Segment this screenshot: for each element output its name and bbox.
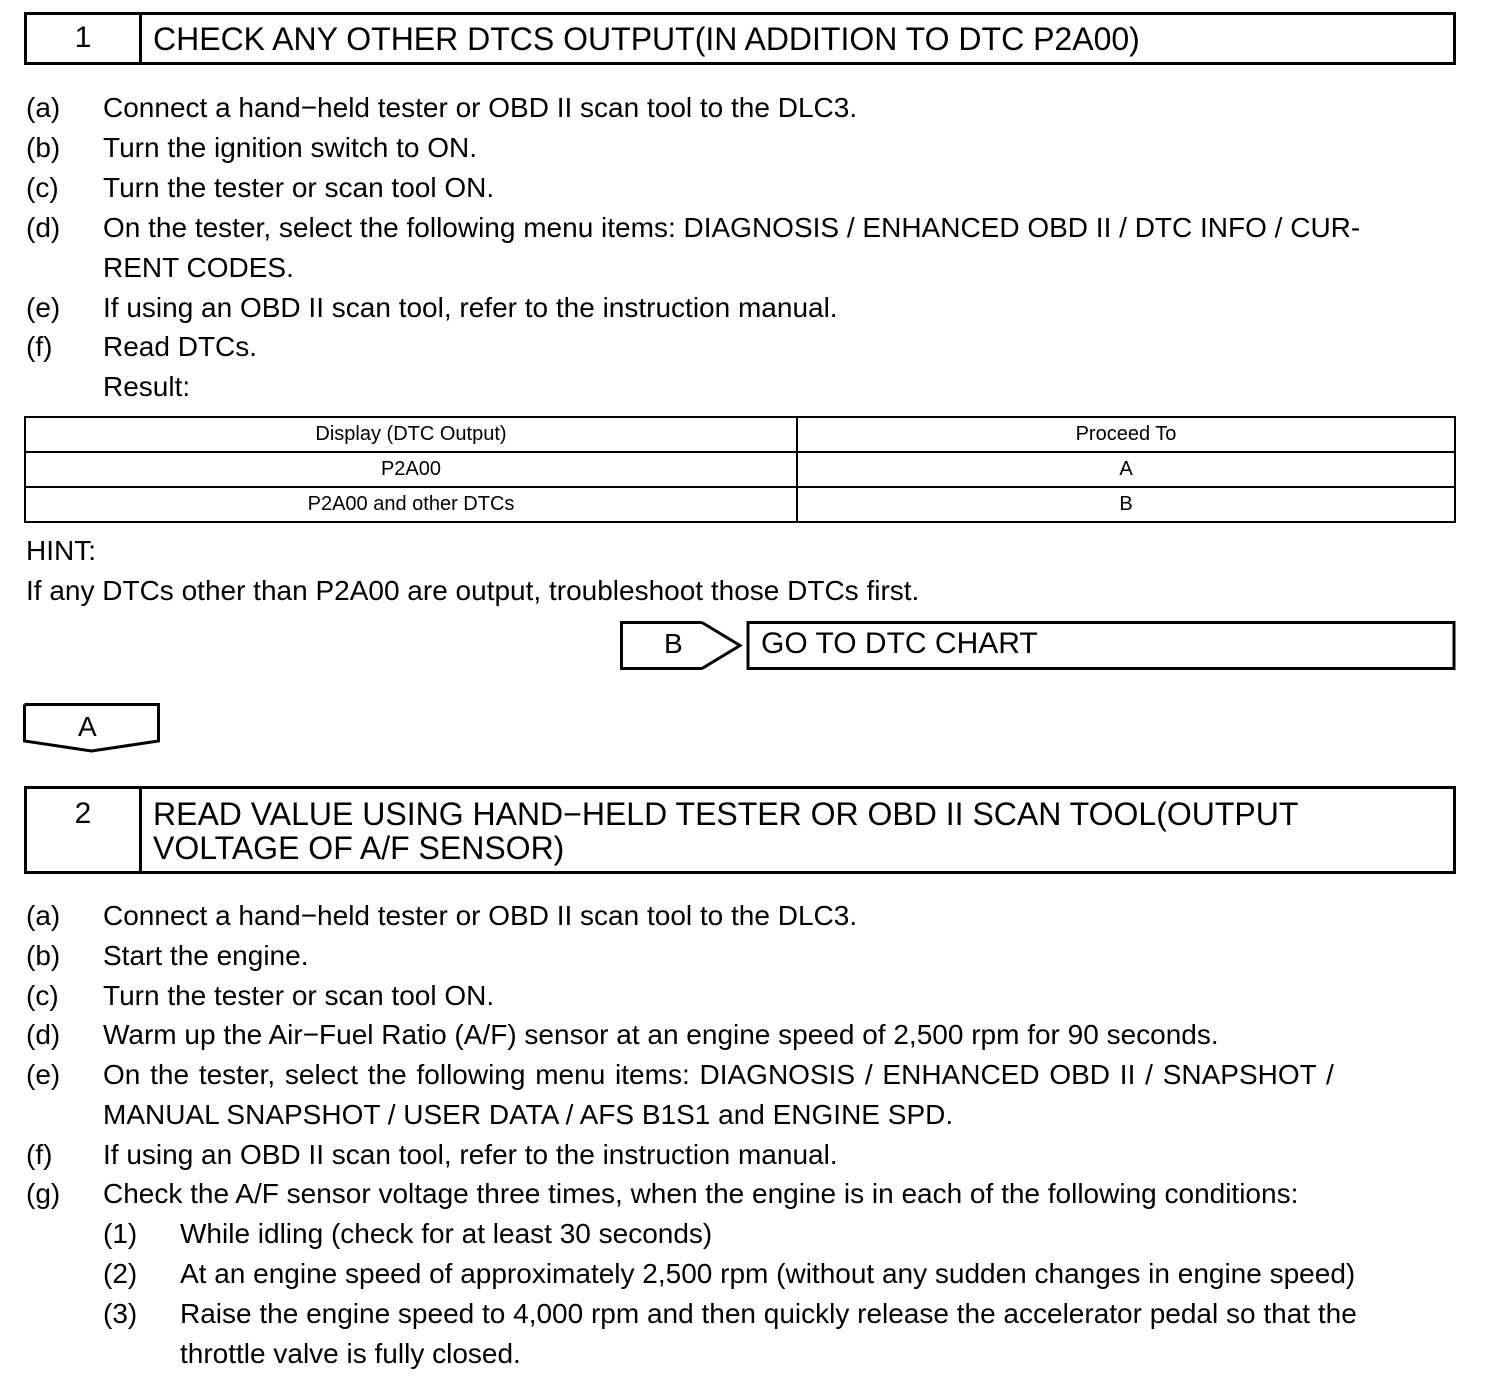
item-text: Start the engine. bbox=[103, 940, 309, 971]
item-label: (c) bbox=[26, 980, 59, 1011]
item-text: Connect a hand−held tester or OBD II scan tool to the DLC3. bbox=[103, 900, 858, 931]
item-text: Check the A/F sensor voltage three times, when the engine is in each of the following conditions: bbox=[103, 1178, 1299, 1209]
item-text: Warm up the Air−Fuel Ratio (A/F) sensor at an engine speed of 2,500 rpm for 90 seconds. bbox=[103, 1019, 1219, 1050]
branch-a bbox=[23, 703, 160, 753]
table-row bbox=[25, 487, 1455, 522]
table-cell: A bbox=[797, 452, 1455, 487]
item-text: If using an OBD II scan tool, refer to the instruction manual. bbox=[103, 292, 838, 323]
table-header: Proceed To bbox=[797, 417, 1455, 452]
item-label: (d) bbox=[26, 212, 61, 243]
item-label: (f) bbox=[26, 331, 53, 362]
branch-a-letter: A bbox=[78, 711, 97, 742]
item-text: Read DTCs. bbox=[103, 331, 258, 362]
item-label: (g) bbox=[26, 1178, 61, 1209]
sub-item-label: (2) bbox=[103, 1258, 138, 1289]
step-1-number: 1 bbox=[27, 15, 142, 62]
item-text: Connect a hand−held tester or OBD II scan tool to the DLC3. bbox=[103, 92, 858, 123]
table-cell: P2A00 and other DTCs bbox=[25, 487, 797, 522]
item-label: (e) bbox=[26, 1059, 61, 1090]
result-table bbox=[24, 416, 1456, 523]
item-text: On the tester, select the following menu items: DIAGNOSIS / ENHANCED OBD II / DTC INFO / CUR- bbox=[103, 212, 1361, 243]
item-label: (a) bbox=[26, 92, 61, 123]
sub-item-text: At an engine speed of approximately 2,500 rpm (without any sudden changes in engine speed) bbox=[180, 1258, 1356, 1289]
item-text: Turn the tester or scan tool ON. bbox=[103, 980, 495, 1011]
step-2-number: 2 bbox=[27, 789, 142, 871]
table-header: Display (DTC Output) bbox=[25, 417, 797, 452]
step-2-title-line-1: READ VALUE USING HAND−HELD TESTER OR OBD II SCAN TOOL(OUTPUT bbox=[153, 796, 1299, 832]
hint-label: HINT: bbox=[26, 535, 96, 566]
step-1-title: CHECK ANY OTHER DTCS OUTPUT(IN ADDITION TO DTC P2A00) bbox=[153, 21, 1140, 57]
item-text: Turn the ignition switch to ON. bbox=[103, 132, 478, 163]
item-label: (b) bbox=[26, 132, 61, 163]
branch-b-arrow-icon bbox=[620, 621, 1456, 670]
table-cell: B bbox=[797, 487, 1455, 522]
table-header-row bbox=[25, 417, 1455, 452]
step-2-title-line-2: VOLTAGE OF A/F SENSOR) bbox=[153, 830, 565, 866]
item-text: If using an OBD II scan tool, refer to the instruction manual. bbox=[103, 1139, 838, 1170]
item-text: RENT CODES. bbox=[103, 252, 294, 283]
sub-item-label: (3) bbox=[103, 1298, 138, 1329]
sub-item-text: throttle valve is fully closed. bbox=[180, 1338, 521, 1369]
step-2-header bbox=[24, 786, 1456, 874]
branch-b-text: GO TO DTC CHART bbox=[761, 627, 1038, 660]
table-row bbox=[25, 452, 1455, 487]
item-text: Turn the tester or scan tool ON. bbox=[103, 172, 495, 203]
item-text: On the tester, select the following menu items: DIAGNOSIS / ENHANCED OBD II / SNAPSHOT / bbox=[103, 1059, 1334, 1090]
sub-item-text: Raise the engine speed to 4,000 rpm and then quickly release the accelerator pedal so that the bbox=[180, 1298, 1357, 1329]
sub-item-text: While idling (check for at least 30 seconds) bbox=[180, 1218, 713, 1249]
item-label: (a) bbox=[26, 900, 61, 931]
item-label: (d) bbox=[26, 1019, 61, 1050]
branch-b-letter: B bbox=[664, 628, 683, 659]
hint-text: If any DTCs other than P2A00 are output, troubleshoot those DTCs first. bbox=[26, 575, 920, 606]
item-label: (b) bbox=[26, 940, 61, 971]
item-label: (c) bbox=[26, 172, 59, 203]
branch-b bbox=[620, 621, 1456, 670]
step-1-header bbox=[24, 12, 1456, 65]
table-cell: P2A00 bbox=[25, 452, 797, 487]
item-label: (e) bbox=[26, 292, 61, 323]
sub-item-label: (1) bbox=[103, 1218, 138, 1249]
item-label: (f) bbox=[26, 1139, 53, 1170]
item-text: MANUAL SNAPSHOT / USER DATA / AFS B1S1 and ENGINE SPD. bbox=[103, 1099, 954, 1130]
